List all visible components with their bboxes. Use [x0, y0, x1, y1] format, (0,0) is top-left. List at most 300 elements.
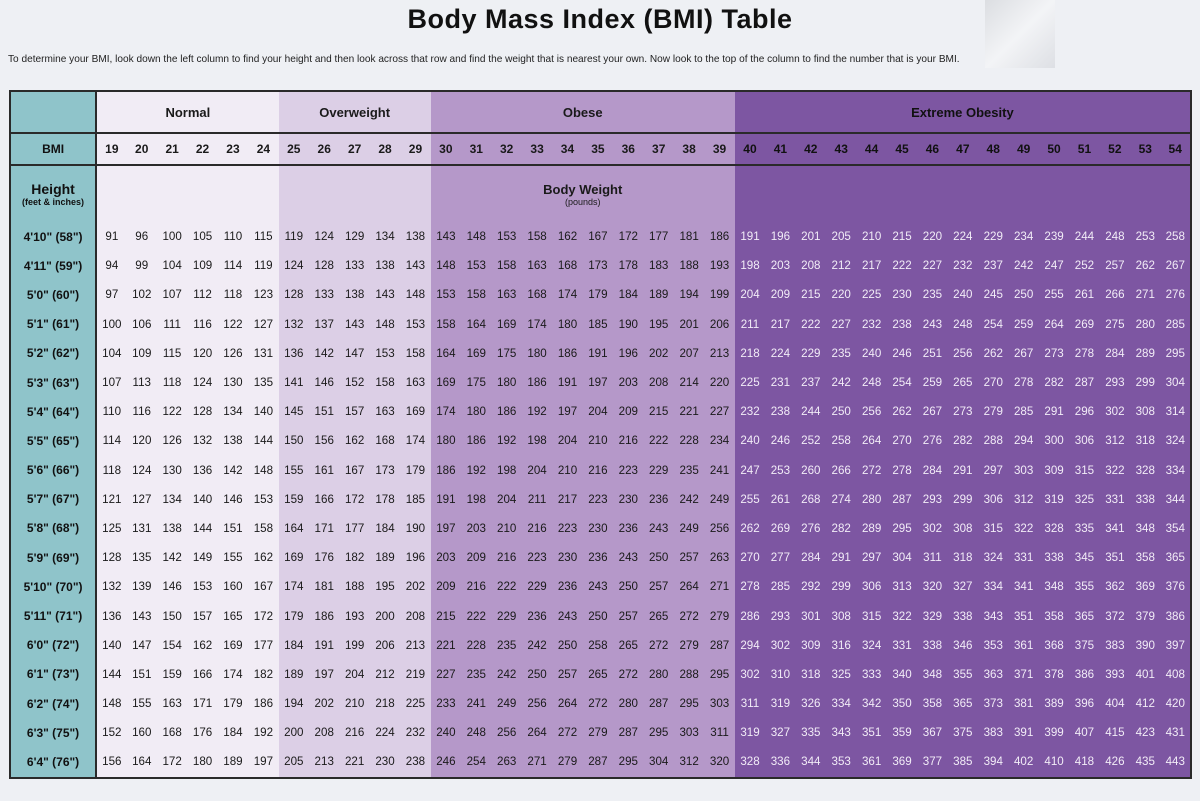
weight-cell: 180 [461, 397, 491, 426]
weight-cell: 139 [127, 572, 157, 601]
weight-cell: 262 [887, 397, 917, 426]
weight-cell: 198 [491, 456, 521, 485]
weight-cell: 178 [370, 485, 400, 514]
weight-cell: 331 [887, 631, 917, 660]
weight-cell: 189 [279, 660, 309, 689]
weight-cell: 250 [583, 601, 613, 630]
weight-cell: 319 [735, 718, 765, 747]
weight-cell: 151 [127, 660, 157, 689]
weight-cell: 235 [826, 339, 856, 368]
weight-cell: 222 [887, 251, 917, 280]
weight-cell: 350 [887, 689, 917, 718]
weight-cell: 264 [522, 718, 552, 747]
weight-cell: 293 [1100, 368, 1130, 397]
weight-cell: 224 [370, 718, 400, 747]
weight-cell: 175 [491, 339, 521, 368]
weight-cell: 326 [796, 689, 826, 718]
weight-cell: 172 [339, 485, 369, 514]
weight-cell: 262 [735, 514, 765, 543]
weight-cell: 229 [978, 222, 1008, 251]
weight-cell: 198 [522, 426, 552, 455]
weight-cell: 328 [1039, 514, 1069, 543]
weight-cell: 138 [339, 280, 369, 309]
weight-cell: 363 [978, 660, 1008, 689]
weight-cell: 397 [1160, 631, 1191, 660]
bmi-value: 26 [309, 133, 339, 165]
weight-cell: 128 [96, 543, 126, 572]
weight-cell: 371 [1008, 660, 1038, 689]
weight-cell: 376 [1160, 572, 1191, 601]
weight-cell: 186 [248, 689, 278, 718]
weight-cell: 369 [1130, 572, 1160, 601]
weight-cell: 206 [370, 631, 400, 660]
weight-cell: 116 [187, 310, 217, 339]
weight-cell: 229 [796, 339, 826, 368]
weight-cell: 220 [917, 222, 947, 251]
weight-cell: 296 [1069, 397, 1099, 426]
weight-cell: 192 [522, 397, 552, 426]
weight-cell: 402 [1008, 747, 1038, 777]
weight-cell: 325 [1069, 485, 1099, 514]
weight-cell: 287 [583, 747, 613, 777]
weight-cell: 257 [1100, 251, 1130, 280]
weight-cell: 204 [735, 280, 765, 309]
weight-cell: 173 [583, 251, 613, 280]
weight-cell: 280 [644, 660, 674, 689]
weight-cell: 301 [796, 601, 826, 630]
weight-cell: 131 [127, 514, 157, 543]
weight-cell: 343 [978, 601, 1008, 630]
height-cell: 5'11" (71") [10, 601, 96, 630]
weight-cell: 190 [613, 310, 643, 339]
weight-cell: 264 [674, 572, 704, 601]
table-row [10, 222, 1191, 251]
weight-cell: 287 [1069, 368, 1099, 397]
weight-cell: 242 [491, 660, 521, 689]
weight-cell: 105 [187, 222, 217, 251]
weight-cell: 253 [1130, 222, 1160, 251]
weight-cell: 247 [735, 456, 765, 485]
bmi-value: 43 [826, 133, 856, 165]
weight-cell: 299 [948, 485, 978, 514]
weight-cell: 312 [1008, 485, 1038, 514]
weight-cell: 365 [948, 689, 978, 718]
weight-cell: 177 [339, 514, 369, 543]
weight-cell: 248 [948, 310, 978, 339]
weight-cell: 183 [644, 251, 674, 280]
weight-cell: 215 [796, 280, 826, 309]
weight-cell: 238 [765, 397, 795, 426]
weight-cell: 143 [127, 601, 157, 630]
weight-cell: 243 [644, 514, 674, 543]
weight-cell: 367 [917, 718, 947, 747]
weight-cell: 291 [1039, 397, 1069, 426]
weight-cell: 176 [309, 543, 339, 572]
weight-cell: 216 [491, 543, 521, 572]
weight-cell: 344 [1160, 485, 1191, 514]
header-band [96, 165, 278, 222]
weight-cell: 230 [370, 747, 400, 777]
weight-cell: 106 [127, 310, 157, 339]
weight-cell: 153 [370, 339, 400, 368]
weight-cell: 272 [644, 631, 674, 660]
bmi-value: 21 [157, 133, 187, 165]
weight-cell: 213 [309, 747, 339, 777]
weight-cell: 130 [218, 368, 248, 397]
weight-cell: 329 [917, 601, 947, 630]
weight-cell: 208 [309, 718, 339, 747]
weight-cell: 250 [644, 543, 674, 572]
weight-cell: 386 [1069, 660, 1099, 689]
weight-cell: 191 [735, 222, 765, 251]
weight-cell: 312 [1100, 426, 1130, 455]
bmi-value: 48 [978, 133, 1008, 165]
weight-cell: 206 [704, 310, 734, 339]
weight-cell: 199 [704, 280, 734, 309]
weight-cell: 144 [187, 514, 217, 543]
weight-cell: 153 [461, 251, 491, 280]
weight-cell: 258 [826, 426, 856, 455]
weight-cell: 134 [157, 485, 187, 514]
weight-cell: 234 [1008, 222, 1038, 251]
category-header: Extreme Obesity [735, 91, 1191, 133]
weight-cell: 266 [1100, 280, 1130, 309]
weight-cell: 268 [796, 485, 826, 514]
weight-cell: 314 [1160, 397, 1191, 426]
weight-cell: 407 [1069, 718, 1099, 747]
weight-cell: 144 [96, 660, 126, 689]
weight-cell: 227 [431, 660, 461, 689]
weight-cell: 168 [157, 718, 187, 747]
weight-cell: 116 [127, 397, 157, 426]
weight-cell: 223 [552, 514, 582, 543]
weight-cell: 165 [218, 601, 248, 630]
weight-cell: 295 [1160, 339, 1191, 368]
weight-cell: 265 [644, 601, 674, 630]
weight-cell: 303 [704, 689, 734, 718]
weight-cell: 118 [218, 280, 248, 309]
weight-cell: 358 [917, 689, 947, 718]
weight-cell: 260 [796, 456, 826, 485]
weight-cell: 210 [339, 689, 369, 718]
weight-cell: 240 [948, 280, 978, 309]
weight-cell: 275 [1100, 310, 1130, 339]
weight-cell: 215 [431, 601, 461, 630]
weight-cell: 204 [583, 397, 613, 426]
weight-cell: 201 [796, 222, 826, 251]
weight-cell: 189 [218, 747, 248, 777]
weight-cell: 338 [948, 601, 978, 630]
weight-cell: 150 [157, 601, 187, 630]
weight-cell: 204 [491, 485, 521, 514]
weight-cell: 201 [674, 310, 704, 339]
weight-cell: 186 [309, 601, 339, 630]
weight-cell: 264 [1039, 310, 1069, 339]
weight-cell: 359 [887, 718, 917, 747]
weight-cell: 276 [917, 426, 947, 455]
height-cell: 6'2" (74") [10, 689, 96, 718]
weight-cell: 145 [279, 397, 309, 426]
weight-cell: 244 [796, 397, 826, 426]
weight-cell: 233 [431, 689, 461, 718]
weight-cell: 162 [552, 222, 582, 251]
weight-cell: 331 [1008, 543, 1038, 572]
weight-cell: 289 [856, 514, 886, 543]
weight-cell: 138 [218, 426, 248, 455]
weight-cell: 180 [431, 426, 461, 455]
weight-cell: 169 [461, 339, 491, 368]
weight-cell: 166 [187, 660, 217, 689]
weight-cell: 393 [1100, 660, 1130, 689]
bmi-value: 20 [127, 133, 157, 165]
table-row [10, 339, 1191, 368]
weight-cell: 250 [1008, 280, 1038, 309]
weight-cell: 257 [613, 601, 643, 630]
weight-cell: 132 [96, 572, 126, 601]
weight-cell: 203 [765, 251, 795, 280]
weight-cell: 118 [157, 368, 187, 397]
weight-cell: 162 [339, 426, 369, 455]
weight-cell: 297 [856, 543, 886, 572]
weight-cell: 287 [887, 485, 917, 514]
weight-cell: 153 [248, 485, 278, 514]
weight-cell: 256 [704, 514, 734, 543]
weight-cell: 113 [127, 368, 157, 397]
height-cell: 5'7" (67") [10, 485, 96, 514]
weight-cell: 186 [491, 397, 521, 426]
weight-cell: 293 [917, 485, 947, 514]
weight-cell: 216 [613, 426, 643, 455]
weight-cell: 130 [157, 456, 187, 485]
weight-cell: 189 [370, 543, 400, 572]
weight-cell: 353 [978, 631, 1008, 660]
bmi-label: BMI [10, 133, 96, 165]
weight-cell: 157 [339, 397, 369, 426]
weight-cell: 184 [370, 514, 400, 543]
weight-cell: 188 [339, 572, 369, 601]
weight-cell: 368 [1039, 631, 1069, 660]
weight-cell: 292 [796, 572, 826, 601]
weight-cell: 110 [218, 222, 248, 251]
weight-cell: 232 [400, 718, 430, 747]
weight-cell: 254 [887, 368, 917, 397]
weight-cell: 180 [491, 368, 521, 397]
bmi-value: 19 [96, 133, 126, 165]
bmi-value: 50 [1039, 133, 1069, 165]
bmi-value: 38 [674, 133, 704, 165]
weight-cell: 245 [978, 280, 1008, 309]
weight-cell: 391 [1008, 718, 1038, 747]
weight-cell: 238 [887, 310, 917, 339]
weight-cell: 258 [1160, 222, 1191, 251]
weight-cell: 239 [1039, 222, 1069, 251]
weight-cell: 351 [1100, 543, 1130, 572]
weight-cell: 212 [370, 660, 400, 689]
weight-cell: 160 [127, 718, 157, 747]
weight-cell: 218 [735, 339, 765, 368]
weight-cell: 227 [704, 397, 734, 426]
weight-cell: 109 [187, 251, 217, 280]
weight-cell: 246 [431, 747, 461, 777]
weight-cell: 335 [796, 718, 826, 747]
weight-cell: 423 [1130, 718, 1160, 747]
table-row [10, 251, 1191, 280]
header-row [10, 165, 1191, 222]
weight-cell: 240 [431, 718, 461, 747]
weight-cell: 270 [735, 543, 765, 572]
weight-cell: 319 [1039, 485, 1069, 514]
weight-cell: 358 [1130, 543, 1160, 572]
weight-cell: 285 [765, 572, 795, 601]
weight-cell: 216 [522, 514, 552, 543]
weight-cell: 342 [856, 689, 886, 718]
weight-cell: 365 [1160, 543, 1191, 572]
weight-cell: 401 [1130, 660, 1160, 689]
weight-cell: 142 [157, 543, 187, 572]
weight-cell: 299 [1130, 368, 1160, 397]
weight-cell: 180 [187, 747, 217, 777]
weight-cell: 167 [583, 222, 613, 251]
weight-cell: 186 [431, 456, 461, 485]
table-row [10, 280, 1191, 309]
weight-cell: 134 [370, 222, 400, 251]
weight-cell: 221 [339, 747, 369, 777]
weight-cell: 315 [856, 601, 886, 630]
weight-cell: 158 [248, 514, 278, 543]
weight-cell: 209 [765, 280, 795, 309]
bmi-table [9, 90, 1192, 779]
weight-cell: 243 [552, 601, 582, 630]
weight-cell: 210 [552, 456, 582, 485]
weight-cell: 295 [644, 718, 674, 747]
weight-cell: 287 [613, 718, 643, 747]
weight-cell: 216 [339, 718, 369, 747]
weight-cell: 156 [309, 426, 339, 455]
weight-cell: 309 [1039, 456, 1069, 485]
weight-cell: 91 [96, 222, 126, 251]
weight-cell: 251 [917, 339, 947, 368]
weight-cell: 278 [1008, 368, 1038, 397]
bmi-value: 47 [948, 133, 978, 165]
weight-cell: 227 [826, 310, 856, 339]
weight-cell: 250 [826, 397, 856, 426]
weight-cell: 272 [552, 718, 582, 747]
weight-cell: 351 [856, 718, 886, 747]
weight-cell: 147 [339, 339, 369, 368]
weight-cell: 181 [674, 222, 704, 251]
weight-cell: 252 [1069, 251, 1099, 280]
weight-cell: 196 [400, 543, 430, 572]
bmi-value: 40 [735, 133, 765, 165]
weight-cell: 208 [400, 601, 430, 630]
weight-cell: 179 [279, 601, 309, 630]
weight-cell: 126 [218, 339, 248, 368]
weight-cell: 265 [583, 660, 613, 689]
weight-cell: 100 [96, 310, 126, 339]
weight-cell: 174 [522, 310, 552, 339]
category-header: Obese [431, 91, 735, 133]
weight-cell: 163 [370, 397, 400, 426]
weight-cell: 306 [1069, 426, 1099, 455]
weight-cell: 168 [370, 426, 400, 455]
weight-cell: 97 [96, 280, 126, 309]
weight-cell: 278 [735, 572, 765, 601]
weight-cell: 279 [583, 718, 613, 747]
weight-cell: 412 [1130, 689, 1160, 718]
weight-cell: 410 [1039, 747, 1069, 777]
weight-cell: 155 [279, 456, 309, 485]
weight-cell: 143 [370, 280, 400, 309]
weight-cell: 194 [674, 280, 704, 309]
weight-cell: 235 [674, 456, 704, 485]
weight-cell: 255 [735, 485, 765, 514]
weight-cell: 353 [826, 747, 856, 777]
weight-cell: 277 [765, 543, 795, 572]
weight-cell: 311 [704, 718, 734, 747]
weight-cell: 127 [127, 485, 157, 514]
bmi-value: 45 [887, 133, 917, 165]
weight-cell: 197 [431, 514, 461, 543]
weight-cell: 222 [796, 310, 826, 339]
weight-cell: 327 [948, 572, 978, 601]
weight-cell: 163 [491, 280, 521, 309]
table-row [10, 368, 1191, 397]
weight-cell: 120 [127, 426, 157, 455]
weight-cell: 152 [96, 718, 126, 747]
weight-cell: 198 [461, 485, 491, 514]
weight-cell: 195 [644, 310, 674, 339]
weight-cell: 192 [491, 426, 521, 455]
weight-cell: 194 [279, 689, 309, 718]
weight-cell: 158 [461, 280, 491, 309]
weight-cell: 369 [887, 747, 917, 777]
weight-cell: 378 [1039, 660, 1069, 689]
body-weight-label: Body Weight [543, 181, 623, 197]
weight-cell: 267 [917, 397, 947, 426]
weight-cell: 254 [461, 747, 491, 777]
weight-cell: 148 [400, 280, 430, 309]
weight-cell: 383 [1100, 631, 1130, 660]
weight-cell: 259 [1008, 310, 1038, 339]
weight-cell: 169 [491, 310, 521, 339]
bmi-value: 51 [1069, 133, 1099, 165]
weight-cell: 322 [887, 601, 917, 630]
weight-cell: 174 [279, 572, 309, 601]
weight-cell: 126 [157, 426, 187, 455]
weight-cell: 169 [431, 368, 461, 397]
weight-cell: 271 [1130, 280, 1160, 309]
weight-cell: 306 [978, 485, 1008, 514]
weight-cell: 351 [1008, 601, 1038, 630]
weight-cell: 302 [917, 514, 947, 543]
weight-cell: 276 [1160, 280, 1191, 309]
weight-cell: 257 [644, 572, 674, 601]
bmi-value: 33 [522, 133, 552, 165]
weight-cell: 318 [948, 543, 978, 572]
weight-cell: 404 [1100, 689, 1130, 718]
bmi-value: 29 [400, 133, 430, 165]
weight-cell: 279 [704, 601, 734, 630]
weight-cell: 154 [157, 631, 187, 660]
weight-cell: 235 [491, 631, 521, 660]
weight-cell: 189 [644, 280, 674, 309]
weight-cell: 236 [644, 485, 674, 514]
weight-cell: 244 [1069, 222, 1099, 251]
weight-cell: 287 [704, 631, 734, 660]
weight-cell: 231 [765, 368, 795, 397]
weight-cell: 110 [96, 397, 126, 426]
weight-cell: 243 [917, 310, 947, 339]
